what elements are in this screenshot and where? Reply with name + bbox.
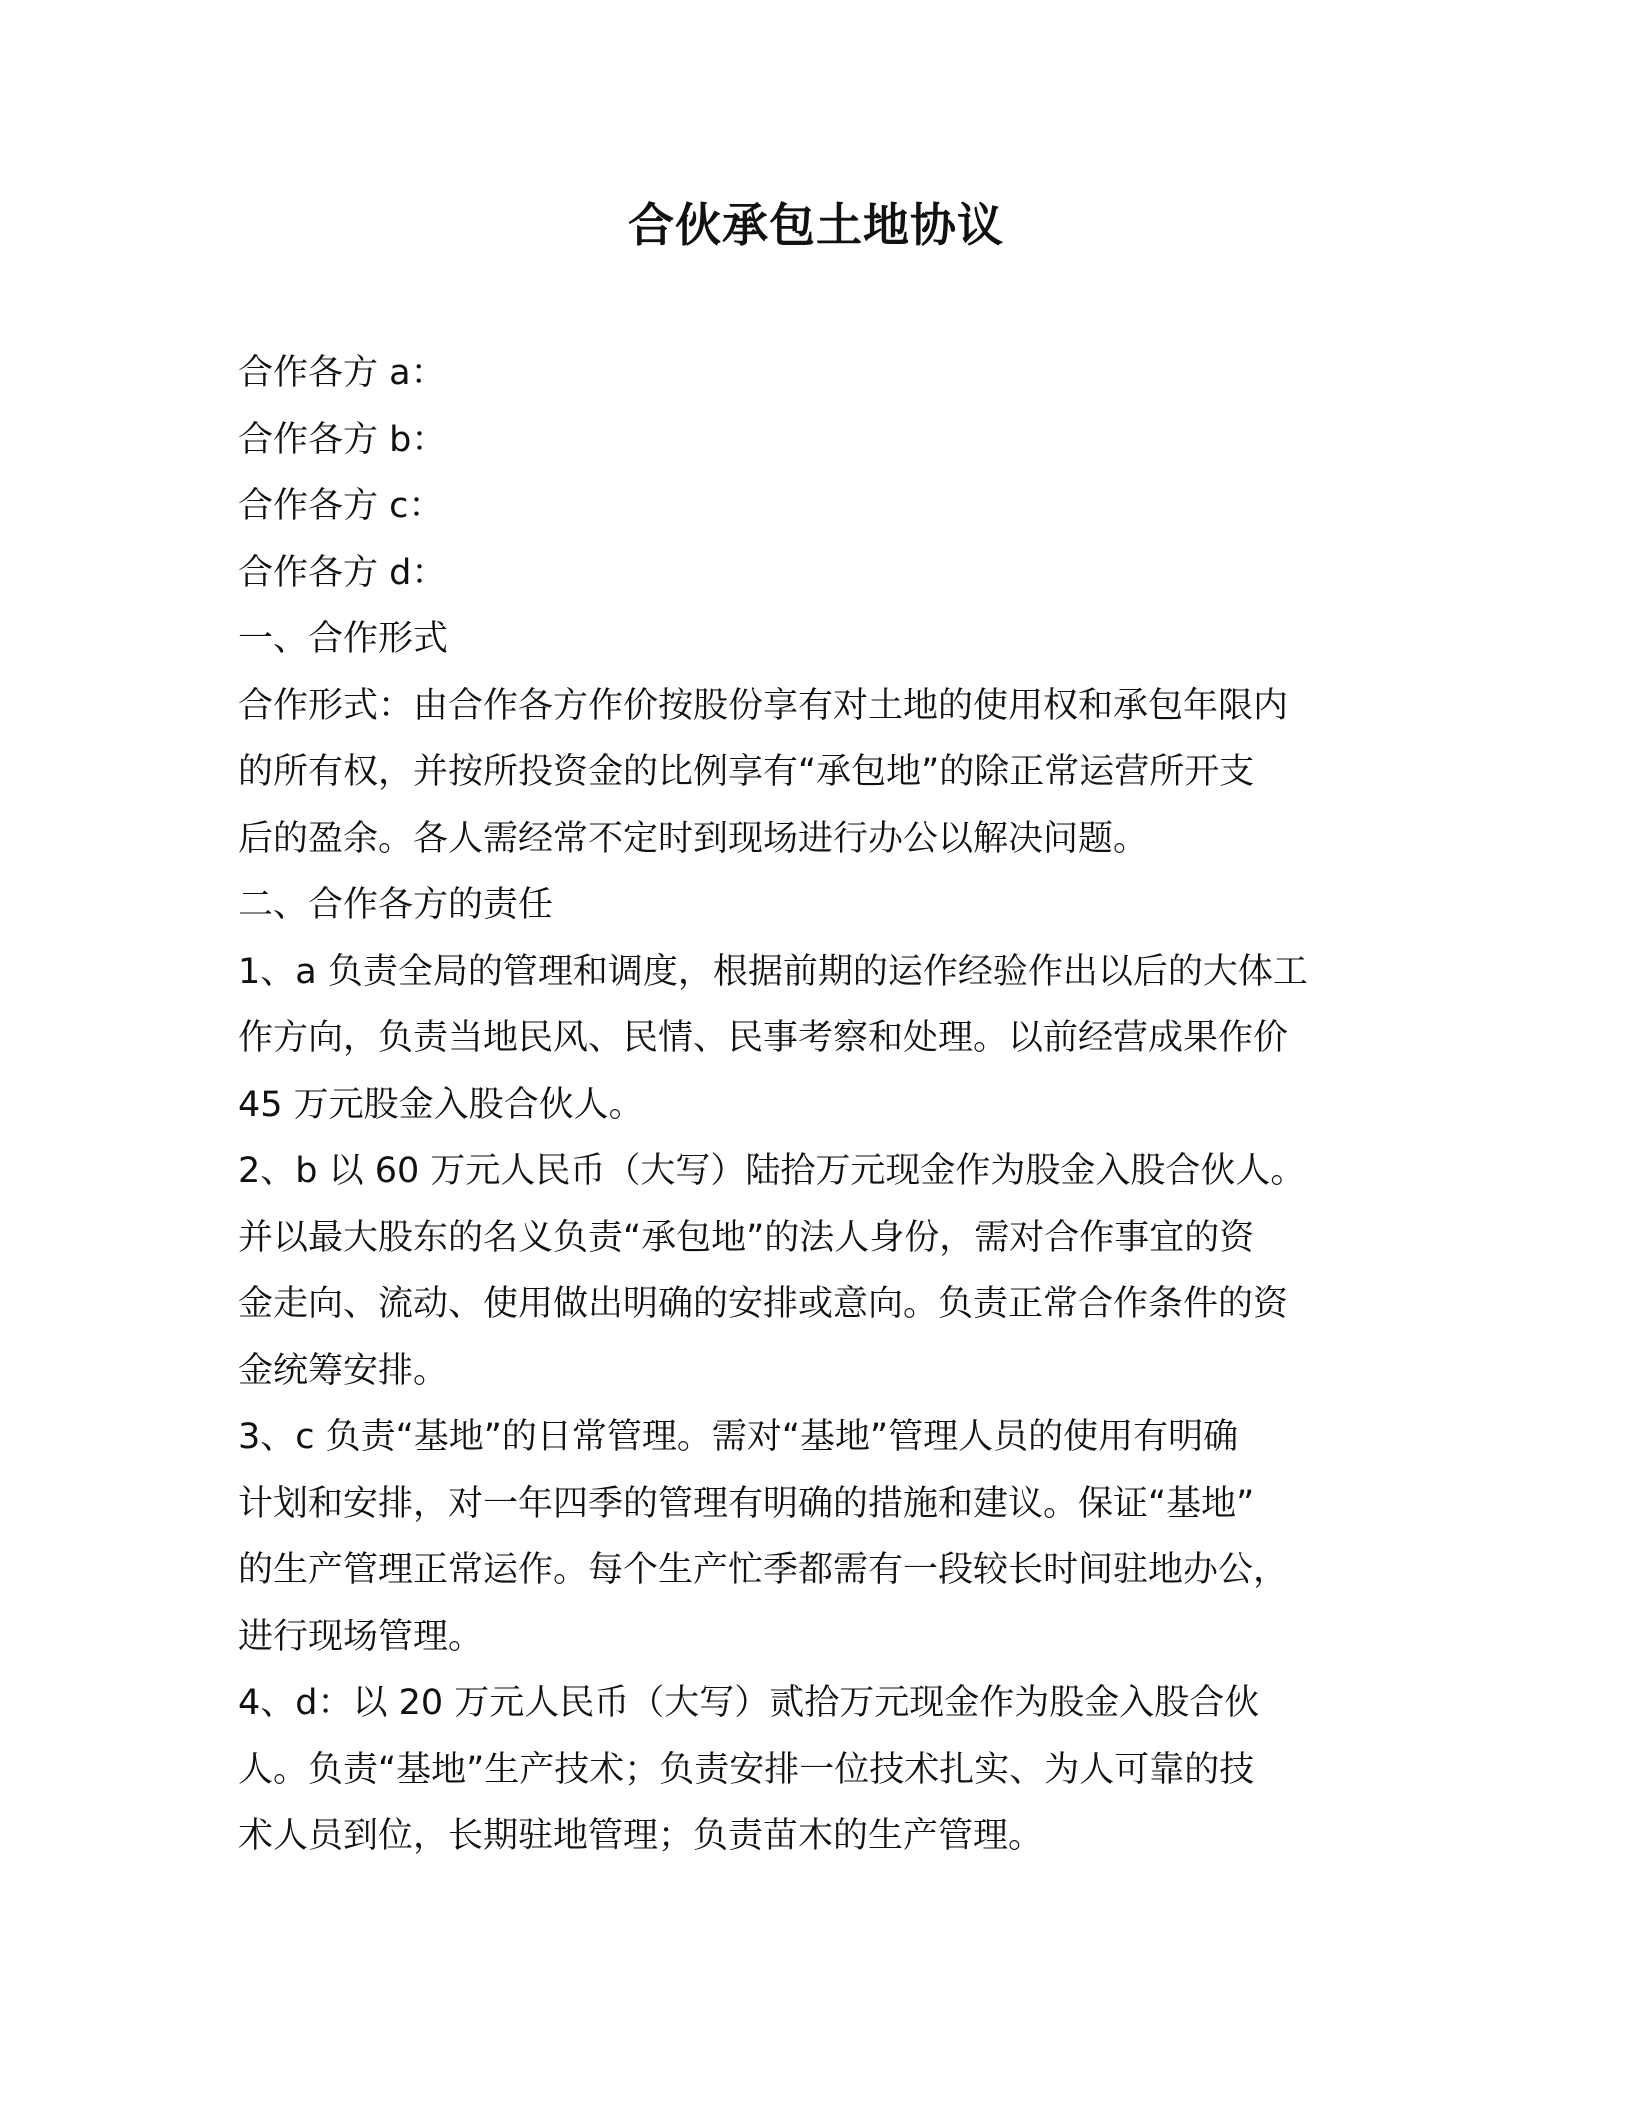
- paragraph-line: 的所有权，并按所投资金的比例享有“承包地”的除正常运营所开支: [238, 752, 1255, 792]
- item3-line: 3、c 负责“基地”的日常管理。需对“基地”管理人员的使用有明确: [238, 1417, 1239, 1457]
- item1-line: 45 万元股金入股合伙人。: [238, 1084, 644, 1125]
- item2-line: 金统筹安排。: [238, 1350, 449, 1391]
- document-title: 合伙承包土地协议: [628, 198, 1004, 252]
- section-heading-cooperation-form: 一、合作形式: [238, 619, 449, 659]
- item4-line: 人。负责“基地”生产技术；负责安排一位技术扎实、为人可靠的技: [238, 1749, 1255, 1790]
- section-heading-responsibilities: 二、合作各方的责任: [238, 885, 554, 925]
- paragraph-line: 后的盈余。各人需经常不定时到现场进行办公以解决问题。: [238, 818, 1149, 859]
- item1-line: 1、a 负责全局的管理和调度，根据前期的运作经验作出以后的大体工: [238, 951, 1308, 992]
- item4-line: 4、d：以 20 万元人民币（大写）贰拾万元现金作为股金入股合伙: [238, 1683, 1260, 1723]
- item2-line: 金走向、流动、使用做出明确的安排或意向。负责正常合作条件的资: [238, 1284, 1289, 1324]
- item2-line: 2、b 以 60 万元人民币（大写）陆拾万元现金作为股金入股合伙人。: [238, 1151, 1306, 1191]
- party-d-line: 合作各方 d：: [238, 552, 447, 593]
- paragraph-line: 合作形式：由合作各方作价按股份享有对土地的使用权和承包年限内: [238, 685, 1289, 726]
- item3-line: 计划和安排，对一年四季的管理有明确的措施和建议。保证“基地”: [238, 1483, 1255, 1524]
- party-c-line: 合作各方 c：: [238, 486, 444, 526]
- document-body: [238, 340, 1378, 1870]
- item2-line: 并以最大股东的名义负责“承包地”的法人身份，需对合作事宜的资: [238, 1217, 1255, 1258]
- party-b-line: 合作各方 b：: [238, 419, 447, 460]
- item4-line: 术人员到位，长期驻地管理；负责苗木的生产管理。: [238, 1816, 1044, 1856]
- item1-line: 作方向，负责当地民风、民情、民事考察和处理。以前经营成果作价: [238, 1018, 1289, 1058]
- party-a-line: 合作各方 a：: [238, 353, 446, 393]
- item3-line: 进行现场管理。: [238, 1616, 484, 1657]
- item3-line: 的生产管理正常运作。每个生产忙季都需有一段较长时间驻地办公，: [238, 1550, 1289, 1590]
